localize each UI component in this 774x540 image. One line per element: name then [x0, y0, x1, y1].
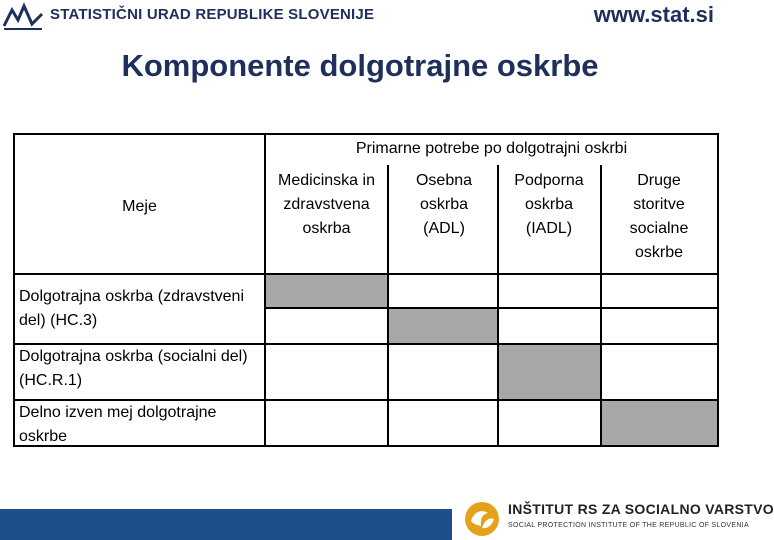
grid-line	[15, 273, 717, 275]
grid-line	[497, 165, 499, 445]
shade-cell-hc3-personal	[389, 309, 497, 343]
institute-subtitle: SOCIAL PROTECTION INSTITUTE OF THE REPUBLIC OF SLOVENIA	[508, 522, 749, 529]
row-label-hcr1: Dolgotrajna oskrba (socialni del) (HC.R.1)	[19, 348, 248, 389]
shade-cell-hcr1-support	[499, 345, 600, 399]
institute-logo	[460, 497, 774, 540]
slide-title: Komponente dolgotrajne oskrbe	[121, 48, 599, 83]
row-label-hc3: Dolgotrajna oskrba (zdravstveni del) (HC.3)	[19, 288, 244, 329]
shade-cell-outside-other	[602, 401, 717, 445]
row-label-outside: Delno izven mej dolgotrajne oskrbe	[19, 404, 217, 445]
corner-label: Meje	[122, 198, 157, 215]
site-url[interactable]: www.stat.si	[593, 2, 714, 27]
column-header-personal: Osebna oskrba (ADL)	[415, 172, 473, 237]
group-header: Primarne potrebe po dolgotrajni oskrbi	[355, 140, 628, 157]
institute-name: INŠTITUT RS ZA SOCIALNO VARSTVO	[508, 501, 774, 517]
grid-line	[266, 307, 717, 309]
grid-line	[387, 165, 389, 445]
care-components-table	[13, 133, 719, 447]
institute-emblem-icon	[462, 499, 502, 539]
column-header-other: Druge storitve socialne oskrbe	[629, 172, 689, 261]
org-name: STATISTIČNI URAD REPUBLIKE SLOVENIJE	[50, 6, 375, 23]
shade-cell-hc3-medical	[266, 275, 387, 307]
footer-bar	[0, 509, 452, 540]
stat-logo-icon	[2, 2, 44, 32]
column-header-support: Podporna oskrba (IADL)	[514, 172, 584, 237]
grid-line	[600, 165, 602, 445]
column-header-medical: Medicinska in zdravstvena oskrba	[278, 172, 375, 237]
slide-header	[0, 0, 720, 34]
